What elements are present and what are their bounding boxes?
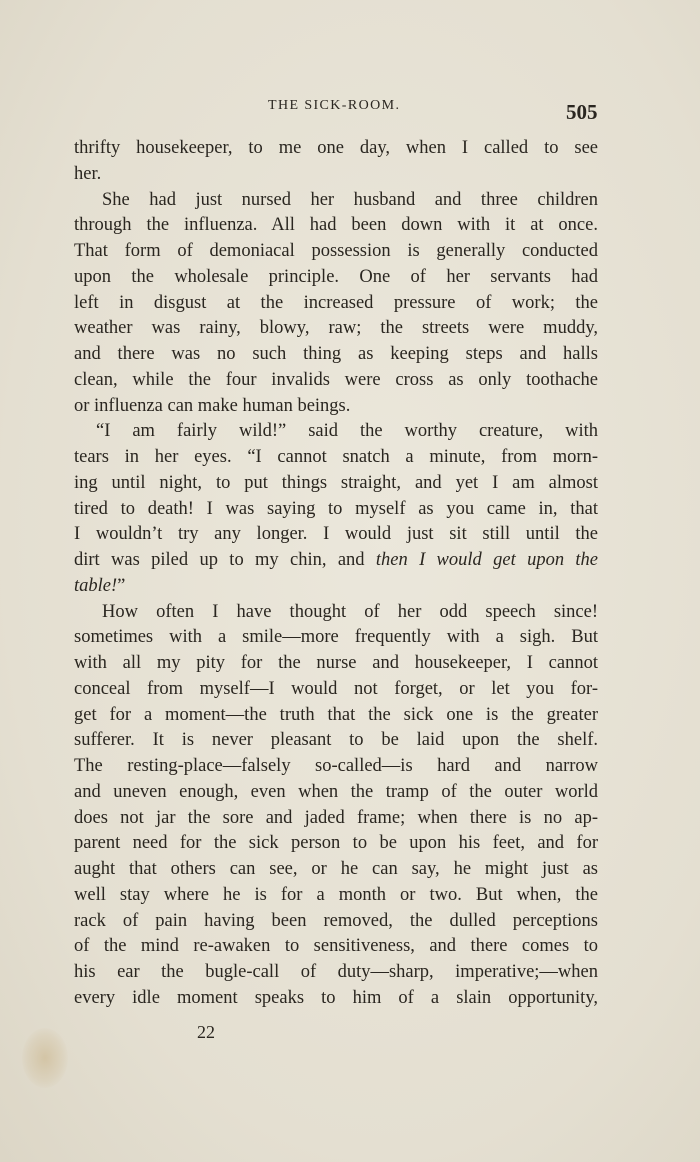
italic-text: then I would get upon the [375, 550, 598, 570]
text-line: does not jar the sore and jaded frame; when there is no ap- [74, 807, 598, 828]
text-line: tears in her eyes. “I cannot snatch a minute, from morn- [74, 447, 598, 467]
text-line: and there was no such thing as keeping steps and halls [74, 344, 598, 364]
text-line: rack of pain having been removed, the dulled perceptions [74, 910, 598, 931]
text-line: sometimes with a smile—more frequently with a sigh. But [74, 627, 598, 648]
closing-quote: ” [117, 575, 126, 596]
text-line: “I am fairly wild!” said the worthy creature, with [96, 421, 598, 442]
text-line: with all my pity for the nurse and housekeeper, I cannot [74, 653, 598, 673]
text-line: ing until night, to put things straight, and yet I am almost [74, 472, 598, 493]
body-text [74, 136, 598, 1012]
text-line: I wouldn’t try any longer. I would just sit still until the [74, 524, 598, 545]
text-line: every idle moment speaks to him of a slain opportunity, [74, 987, 598, 1008]
text-line: upon the wholesale principle. One of her servants had [74, 266, 598, 287]
text-line: The resting-place—falsely so-called—is hard and narrow [74, 756, 598, 776]
text-line: That form of demoniacal possession is generally conducted [74, 241, 598, 261]
text-line: get for a moment—the truth that the sick one is the greater [74, 704, 598, 725]
page-number: 505 [566, 100, 598, 124]
text-line [74, 574, 598, 600]
text-line: weather was rainy, blowy, raw; the streets were muddy, [74, 318, 598, 339]
text-segment: dirt was piled up to my chin, and [74, 550, 376, 570]
text-line: well stay where he is for a month or two. But when, the [74, 884, 598, 905]
text-line: parent need for the sick person to be upon his feet, and for [74, 833, 598, 854]
text-line: her. [74, 163, 102, 184]
text-line: aught that others can see, or he can say, he might just as [74, 859, 598, 879]
text-line: How often I have thought of her odd speech since! [102, 601, 598, 622]
italic-text: table! [74, 575, 118, 596]
text-line: sufferer. It is never pleasant to be laid upon the shelf. [74, 730, 598, 751]
text-line [74, 548, 598, 574]
signature-mark: 22 [197, 1022, 215, 1042]
running-head: THE SICK-ROOM. [268, 98, 401, 113]
page-stain [22, 1028, 68, 1088]
text-line: thrifty housekeeper, to me one day, when I called to see [74, 138, 598, 158]
text-line: through the influenza. All had been down with it at once. [74, 215, 598, 236]
text-line: and uneven enough, even when the tramp of the outer world [74, 781, 598, 802]
text-line: tired to death! I was saying to myself as you came in, that [74, 498, 598, 519]
text-line: his ear the bugle-call of duty—sharp, imperative;—when [74, 962, 598, 982]
text-line: or influenza can make human beings. [74, 395, 351, 416]
text-line: of the mind re-awaken to sensitiveness, and there comes to [74, 936, 598, 957]
text-line: clean, while the four invalids were cross as only toothache [74, 369, 598, 390]
text-line: She had just nursed her husband and three children [102, 189, 598, 210]
text-line: conceal from myself—I would not forget, or let you for- [74, 678, 598, 699]
text-line: left in disgust at the increased pressure of work; the [74, 292, 598, 313]
